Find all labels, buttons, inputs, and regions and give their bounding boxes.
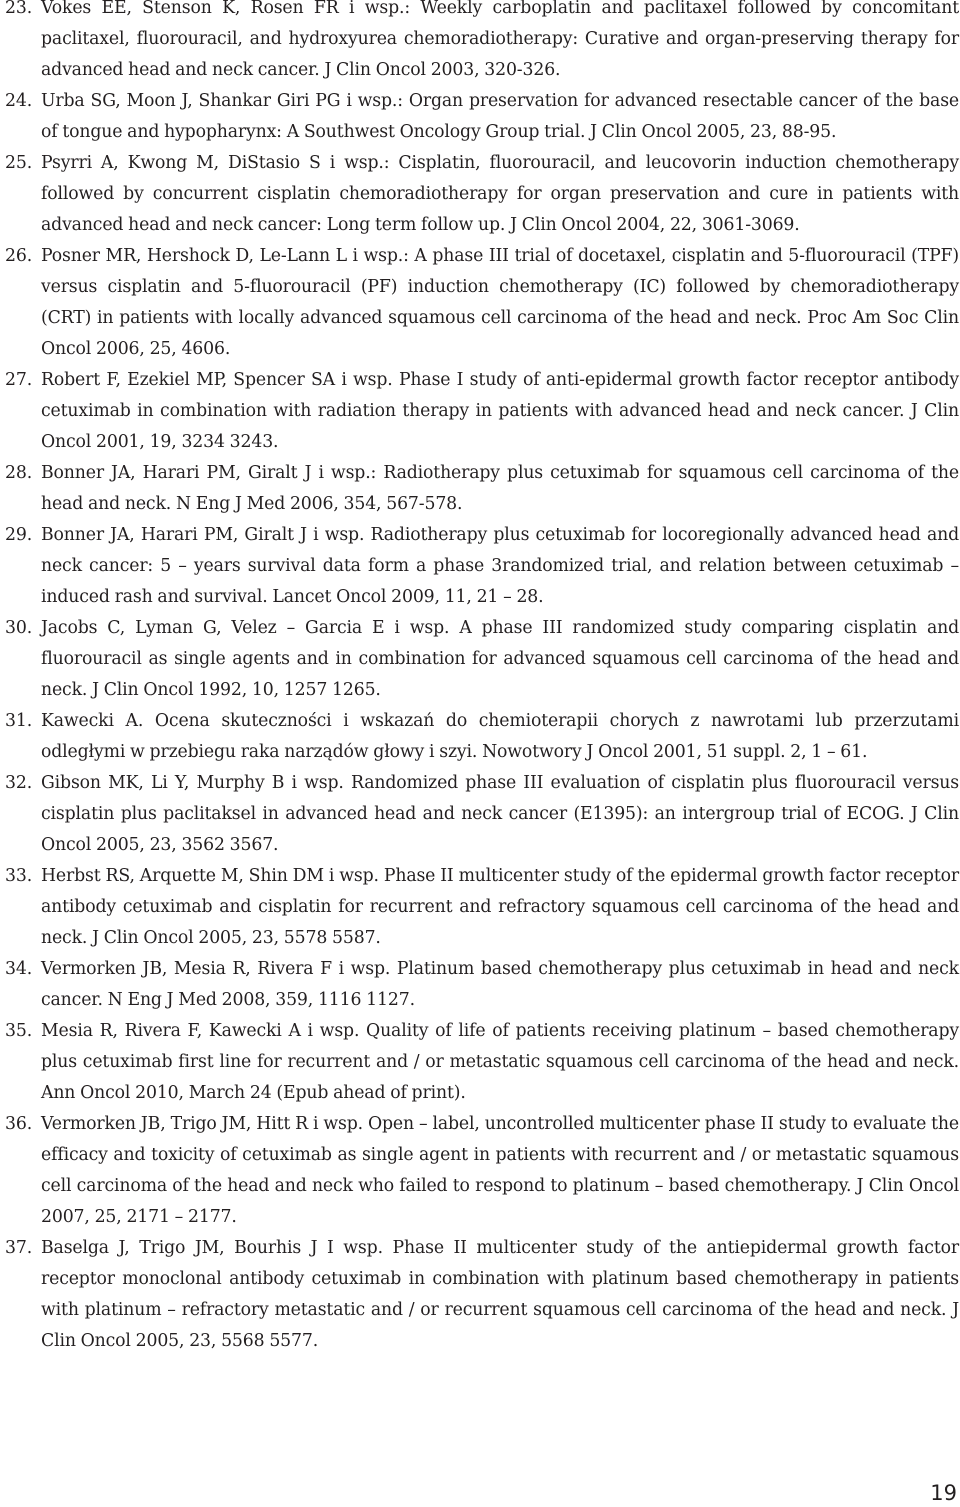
page-number: 19 [930,1481,957,1505]
reference-number: 37. [5,1238,33,1258]
reference-number: 30. [5,618,33,638]
reference-text: Bonner JA, Harari PM, Giralt J i wsp.: Radiotherapy plus cetuximab for squamous cell carcinoma of the head and neck. N Eng J Med 2006, 354, 567-578. [41,463,959,514]
reference-number: 23. [5,0,33,18]
reference-number: 24. [5,91,33,111]
reference-text: Herbst RS, Arquette M, Shin DM i wsp. Phase II multicenter study of the epidermal growth factor receptor antibody cetuximab and cisplatin for recurrent and refractory squamous cell carcinoma of the head and neck. J Clin Oncol 2005, 23, 5578 5587. [41,866,959,948]
reference-number: 26. [5,246,33,266]
reference-list [5,0,959,1357]
reference-text: Vokes EE, Stenson K, Rosen FR i wsp.: Weekly carboplatin and paclitaxel followed by concomitant paclitaxel, fluorouracil, and hydroxyurea chemoradiotherapy: Curative and organ-preserving therapy for advanced head and neck cancer. J Clin Oncol 2003, 320-326. [41,0,959,80]
reference-text: Kawecki A. Ocena skuteczności i wskazań do chemioterapii chorych z nawrotami lub przerzutami odległymi w przebiegu raka narządów głowy i szyi. Nowotwory J Oncol 2001, 51 suppl. 2, 1 – 61. [41,711,959,762]
reference-27 [5,365,959,458]
reference-text: Bonner JA, Harari PM, Giralt J i wsp. Radiotherapy plus cetuximab for locoregionally advanced head and neck cancer: 5 – years survival data form a phase 3randomized trial, and relation between cetuximab – induced rash and survival. Lancet Oncol 2009, 11, 21 – 28. [41,525,959,607]
reference-text: Gibson MK, Li Y, Murphy B i wsp. Randomized phase III evaluation of cisplatin plus fluorouracil versus cisplatin plus paclitaksel in advanced head and neck cancer (E1395): an intergroup trial of ECOG. J Clin Oncol 2005, 23, 3562 3567. [41,773,959,855]
reference-number: 27. [5,370,33,390]
reference-36 [5,1109,959,1233]
reference-text: Baselga J, Trigo JM, Bourhis J I wsp. Phase II multicenter study of the antiepidermal growth factor receptor monoclonal antibody cetuximab in combination with platinum based chemotherapy in patients with platinum – refractory metastatic and / or recurrent squamous cell carcinoma of the head and neck. J Clin Oncol 2005, 23, 5568 5577. [41,1238,959,1351]
reference-number: 33. [5,866,33,886]
reference-26 [5,241,959,365]
reference-29 [5,520,959,613]
reference-number: 32. [5,773,33,793]
reference-32 [5,768,959,861]
reference-37 [5,1233,959,1357]
reference-number: 28. [5,463,33,483]
reference-number: 25. [5,153,33,173]
reference-number: 29. [5,525,33,545]
reference-text: Mesia R, Rivera F, Kawecki A i wsp. Quality of life of patients receiving platinum – based chemotherapy plus cetuximab first line for recurrent and / or metastatic squamous cell carcinoma of the head and neck. Ann Oncol 2010, March 24 (Epub ahead of print). [41,1021,959,1103]
reference-28 [5,458,959,520]
reference-number: 36. [5,1114,33,1134]
reference-34 [5,954,959,1016]
reference-text: Jacobs C, Lyman G, Velez – Garcia E i wsp. A phase III randomized study comparing cisplatin and fluorouracil as single agents and in combination for advanced squamous cell carcinoma of the head and neck. J Clin Oncol 1992, 10, 1257 1265. [41,618,959,700]
reference-33 [5,861,959,954]
reference-text: Psyrri A, Kwong M, DiStasio S i wsp.: Cisplatin, fluorouracil, and leucovorin induction chemotherapy followed by concurrent cisplatin chemoradiotherapy for organ preservation and cure in patients with advanced head and neck cancer: Long term follow up. J Clin Oncol 2004, 22, 3061-3069. [41,153,959,235]
reference-number: 34. [5,959,33,979]
reference-text: Urba SG, Moon J, Shankar Giri PG i wsp.: Organ preservation for advanced resectable cancer of the base of tongue and hypopharynx: A Southwest Oncology Group trial. J Clin Oncol 2005, 23, 88-95. [41,91,959,142]
reference-text: Robert F, Ezekiel MP, Spencer SA i wsp. Phase I study of anti-epidermal growth factor receptor antibody cetuximab in combination with radiation therapy in patients with advanced head and neck cancer. J Clin Oncol 2001, 19, 3234 3243. [41,370,959,452]
reference-text: Posner MR, Hershock D, Le-Lann L i wsp.: A phase III trial of docetaxel, cisplatin and 5-fluorouracil (TPF) versus cisplatin and 5-fluorouracil (PF) induction chemotherapy (IC) followed by chemoradiotherapy (CRT) in patients with locally advanced squamous cell carcinoma of the head and neck. Proc Am Soc Clin Oncol 2006, 25, 4606. [41,246,959,359]
reference-24 [5,86,959,148]
reference-number: 31. [5,711,33,731]
reference-35 [5,1016,959,1109]
reference-text: Vermorken JB, Mesia R, Rivera F i wsp. Platinum based chemotherapy plus cetuximab in head and neck cancer. N Eng J Med 2008, 359, 1116 1127. [41,959,959,1010]
reference-number: 35. [5,1021,33,1041]
reference-31 [5,706,959,768]
reference-30 [5,613,959,706]
reference-25 [5,148,959,241]
reference-23 [5,0,959,86]
reference-text: Vermorken JB, Trigo JM, Hitt R i wsp. Open – label, uncontrolled multicenter phase II study to evaluate the efficacy and toxicity of cetuximab as single agent in patients with recurrent and / or metastatic squamous cell carcinoma of the head and neck who failed to respond to platinum – based chemotherapy. J Clin Oncol 2007, 25, 2171 – 2177. [41,1114,959,1227]
